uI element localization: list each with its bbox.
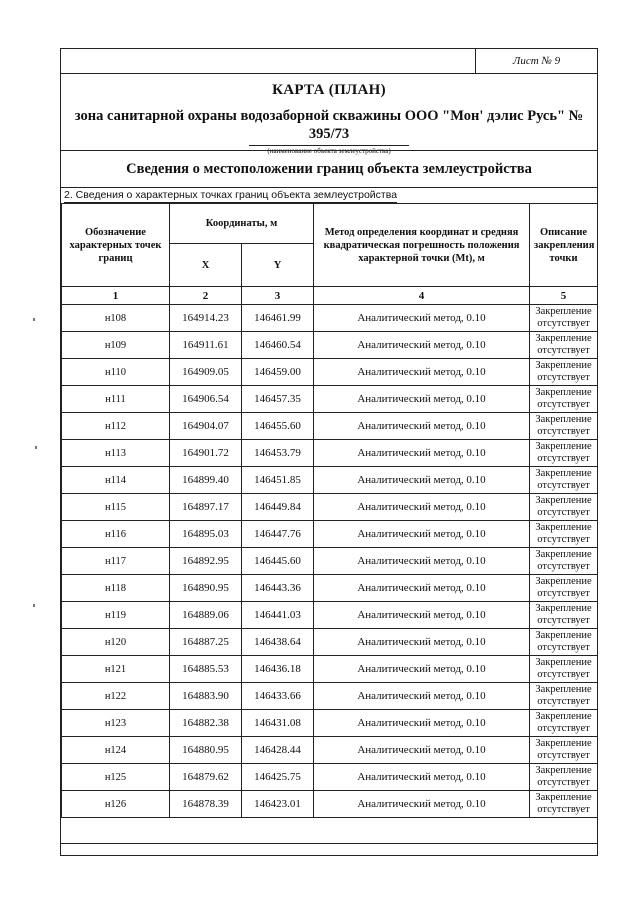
header-coordinates: Координаты, м — [170, 204, 314, 244]
scan-speck — [33, 318, 35, 321]
point-id: н111 — [62, 386, 170, 413]
coord-x: 164885.53 — [170, 656, 242, 683]
column-number: 4 — [314, 287, 530, 305]
coord-x: 164879.62 — [170, 764, 242, 791]
fixation-description: Закрепление отсутствует — [530, 305, 598, 332]
point-id: н110 — [62, 359, 170, 386]
coord-y: 146449.84 — [242, 494, 314, 521]
method-cell: Аналитический метод, 0.10 — [314, 440, 530, 467]
coord-x: 164892.95 — [170, 548, 242, 575]
scan-speck — [33, 604, 35, 607]
fixation-description: Закрепление отсутствует — [530, 710, 598, 737]
coord-x: 164880.95 — [170, 737, 242, 764]
coord-x: 164878.39 — [170, 791, 242, 818]
coord-x: 164889.06 — [170, 602, 242, 629]
coord-y: 146459.00 — [242, 359, 314, 386]
coord-y: 146433.66 — [242, 683, 314, 710]
point-id: н125 — [62, 764, 170, 791]
fixation-description: Закрепление отсутствует — [530, 602, 598, 629]
table-row — [62, 602, 598, 629]
table-row — [62, 440, 598, 467]
table-row — [62, 386, 598, 413]
fixation-description: Закрепление отсутствует — [530, 764, 598, 791]
fixation-description: Закрепление отсутствует — [530, 440, 598, 467]
coord-y: 146428.44 — [242, 737, 314, 764]
point-id: н112 — [62, 413, 170, 440]
point-id: н121 — [62, 656, 170, 683]
point-id: н115 — [62, 494, 170, 521]
fixation-description: Закрепление отсутствует — [530, 413, 598, 440]
coord-y: 146425.75 — [242, 764, 314, 791]
method-cell: Аналитический метод, 0.10 — [314, 332, 530, 359]
subsection-title: 2. Сведения о характерных точках границ объекта землеустройства — [64, 189, 398, 201]
fixation-description: Закрепление отсутствует — [530, 791, 598, 818]
points-table — [61, 203, 598, 818]
coord-x: 164904.07 — [170, 413, 242, 440]
coord-x: 164899.40 — [170, 467, 242, 494]
method-cell: Аналитический метод, 0.10 — [314, 548, 530, 575]
method-cell: Аналитический метод, 0.10 — [314, 629, 530, 656]
table-row — [62, 764, 598, 791]
coord-x: 164906.54 — [170, 386, 242, 413]
coord-x: 164887.25 — [170, 629, 242, 656]
coord-y: 146441.03 — [242, 602, 314, 629]
coord-y: 146460.54 — [242, 332, 314, 359]
point-id: н122 — [62, 683, 170, 710]
header-description: Описание закрепления точки — [530, 204, 598, 287]
table-row — [62, 305, 598, 332]
table-row — [62, 791, 598, 818]
coord-y: 146461.99 — [242, 305, 314, 332]
object-caption: (наименование объекта землеустройства) — [249, 145, 409, 155]
point-id: н108 — [62, 305, 170, 332]
fixation-description: Закрепление отсутствует — [530, 467, 598, 494]
table-row — [62, 548, 598, 575]
method-cell: Аналитический метод, 0.10 — [314, 305, 530, 332]
coord-y: 146451.85 — [242, 467, 314, 494]
method-cell: Аналитический метод, 0.10 — [314, 386, 530, 413]
table-row — [62, 629, 598, 656]
point-id: н109 — [62, 332, 170, 359]
fixation-description: Закрепление отсутствует — [530, 737, 598, 764]
method-cell: Аналитический метод, 0.10 — [314, 737, 530, 764]
coord-y: 146443.36 — [242, 575, 314, 602]
document-header — [61, 73, 597, 155]
coord-y: 146436.18 — [242, 656, 314, 683]
table-row — [62, 737, 598, 764]
coord-x: 164909.05 — [170, 359, 242, 386]
table-row — [62, 683, 598, 710]
sheet-number: Лист № 9 — [475, 48, 598, 73]
header-designation: Обозначение характерных точек границ — [62, 204, 170, 287]
table-row — [62, 656, 598, 683]
column-number: 5 — [530, 287, 598, 305]
table-row — [62, 494, 598, 521]
header-y: Y — [242, 244, 314, 287]
coord-y: 146431.08 — [242, 710, 314, 737]
method-cell: Аналитический метод, 0.10 — [314, 764, 530, 791]
method-cell: Аналитический метод, 0.10 — [314, 494, 530, 521]
header-x: X — [170, 244, 242, 287]
table-row — [62, 332, 598, 359]
point-id: н124 — [62, 737, 170, 764]
points-table-body — [62, 305, 598, 818]
scan-speck — [35, 446, 37, 449]
fixation-description: Закрепление отсутствует — [530, 359, 598, 386]
coord-y: 146453.79 — [242, 440, 314, 467]
method-cell: Аналитический метод, 0.10 — [314, 521, 530, 548]
table-row — [62, 413, 598, 440]
point-id: н116 — [62, 521, 170, 548]
coord-x: 164883.90 — [170, 683, 242, 710]
point-id: н120 — [62, 629, 170, 656]
point-id: н113 — [62, 440, 170, 467]
coord-x: 164897.17 — [170, 494, 242, 521]
method-cell: Аналитический метод, 0.10 — [314, 359, 530, 386]
point-id: н123 — [62, 710, 170, 737]
point-id: н126 — [62, 791, 170, 818]
column-number: 2 — [170, 287, 242, 305]
fixation-description: Закрепление отсутствует — [530, 386, 598, 413]
coord-y: 146438.64 — [242, 629, 314, 656]
coord-y: 146447.76 — [242, 521, 314, 548]
fixation-description: Закрепление отсутствует — [530, 494, 598, 521]
fixation-description: Закрепление отсутствует — [530, 521, 598, 548]
fixation-description: Закрепление отсутствует — [530, 548, 598, 575]
coord-y: 146445.60 — [242, 548, 314, 575]
point-id: н114 — [62, 467, 170, 494]
method-cell: Аналитический метод, 0.10 — [314, 602, 530, 629]
point-id: н118 — [62, 575, 170, 602]
table-row — [62, 359, 598, 386]
method-cell: Аналитический метод, 0.10 — [314, 656, 530, 683]
method-cell: Аналитический метод, 0.10 — [314, 710, 530, 737]
fixation-description: Закрепление отсутствует — [530, 332, 598, 359]
fixation-description: Закрепление отсутствует — [530, 629, 598, 656]
coord-x: 164901.72 — [170, 440, 242, 467]
coord-y: 146457.35 — [242, 386, 314, 413]
method-cell: Аналитический метод, 0.10 — [314, 683, 530, 710]
table-row — [62, 467, 598, 494]
fixation-description: Закрепление отсутствует — [530, 575, 598, 602]
fixation-description: Закрепление отсутствует — [530, 656, 598, 683]
bottom-rule — [61, 843, 597, 844]
column-number: 1 — [62, 287, 170, 305]
header-method: Метод определения координат и средняя квадратическая погрешность положения характерной точки (Mt), м — [314, 204, 530, 287]
method-cell: Аналитический метод, 0.10 — [314, 413, 530, 440]
fixation-description: Закрепление отсутствует — [530, 683, 598, 710]
method-cell: Аналитический метод, 0.10 — [314, 791, 530, 818]
coord-x: 164911.61 — [170, 332, 242, 359]
object-title: зона санитарной охраны водозаборной скважины ООО "Мон' дэлис Русь" № 395/73 — [74, 108, 584, 142]
point-id: н117 — [62, 548, 170, 575]
coord-x: 164890.95 — [170, 575, 242, 602]
map-title: КАРТА (ПЛАН) — [272, 82, 386, 98]
table-row — [62, 521, 598, 548]
coord-x: 164895.03 — [170, 521, 242, 548]
coord-x: 164914.23 — [170, 305, 242, 332]
method-cell: Аналитический метод, 0.10 — [314, 467, 530, 494]
method-cell: Аналитический метод, 0.10 — [314, 575, 530, 602]
column-number: 3 — [242, 287, 314, 305]
section-title: Сведения о местоположении границ объекта землеустройства — [61, 150, 597, 188]
coord-y: 146423.01 — [242, 791, 314, 818]
coord-y: 146455.60 — [242, 413, 314, 440]
point-id: н119 — [62, 602, 170, 629]
table-row — [62, 710, 598, 737]
coord-x: 164882.38 — [170, 710, 242, 737]
table-row — [62, 575, 598, 602]
